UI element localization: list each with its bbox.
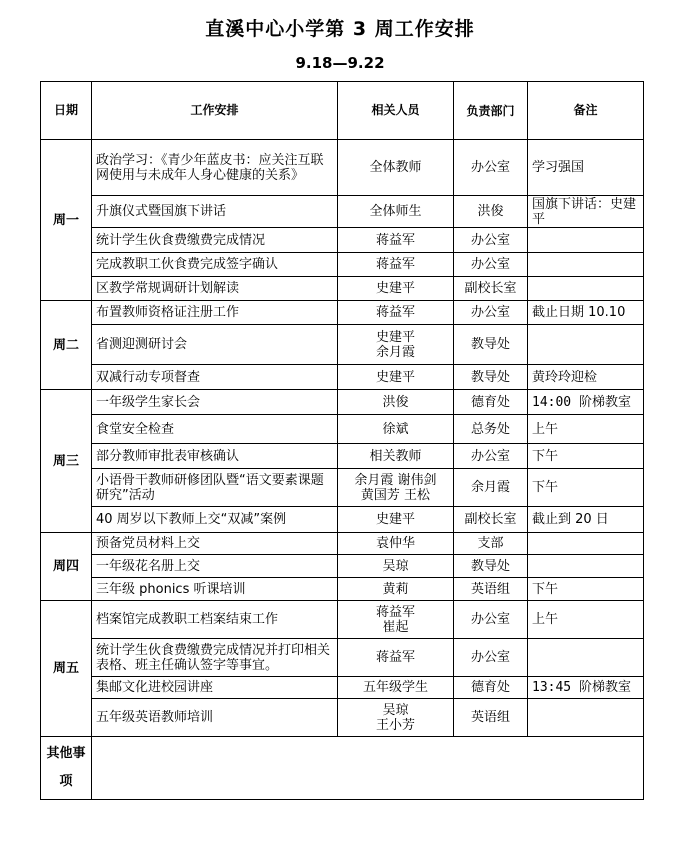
task-cell: 五年级英语教师培训 bbox=[92, 699, 338, 737]
task-cell: 部分教师审批表审核确认 bbox=[92, 444, 338, 469]
people-cell: 吴琼 bbox=[338, 555, 454, 578]
task-cell: 区教学常规调研计划解读 bbox=[92, 277, 338, 301]
table-row bbox=[41, 301, 644, 325]
dept-cell: 副校长室 bbox=[454, 277, 528, 301]
table-row bbox=[41, 365, 644, 390]
dept-cell: 办公室 bbox=[454, 444, 528, 469]
day-label: 周五 bbox=[41, 601, 92, 737]
header-people: 相关人员 bbox=[338, 82, 454, 140]
people-cell: 蒋益军 bbox=[338, 639, 454, 677]
note-cell: 上午 bbox=[528, 415, 644, 444]
table-row bbox=[41, 277, 644, 301]
header-note: 备注 bbox=[528, 82, 644, 140]
note-cell bbox=[528, 699, 644, 737]
task-cell: 集邮文化进校园讲座 bbox=[92, 677, 338, 699]
people-cell: 全体教师 bbox=[338, 140, 454, 196]
table-row bbox=[41, 578, 644, 601]
dept-cell: 办公室 bbox=[454, 253, 528, 277]
table-row bbox=[41, 677, 644, 699]
dept-cell: 德育处 bbox=[454, 677, 528, 699]
table-row bbox=[41, 228, 644, 253]
people-cell: 相关教师 bbox=[338, 444, 454, 469]
header-row bbox=[41, 82, 644, 140]
note-cell bbox=[528, 533, 644, 555]
note-cell: 上午 bbox=[528, 601, 644, 639]
note-cell: 下午 bbox=[528, 444, 644, 469]
schedule-table bbox=[40, 81, 644, 800]
note-cell bbox=[528, 253, 644, 277]
note-cell: 13:45 阶梯教室 bbox=[528, 677, 644, 699]
people-cell: 洪俊 bbox=[338, 390, 454, 415]
dept-cell: 英语组 bbox=[454, 578, 528, 601]
table-row bbox=[41, 601, 644, 639]
people-cell: 五年级学生 bbox=[338, 677, 454, 699]
table-row bbox=[41, 469, 644, 507]
dept-cell: 办公室 bbox=[454, 639, 528, 677]
dept-cell: 教导处 bbox=[454, 325, 528, 365]
people-cell: 徐斌 bbox=[338, 415, 454, 444]
people-cell: 蒋益军 bbox=[338, 301, 454, 325]
note-cell: 下午 bbox=[528, 578, 644, 601]
people-cell: 吴琼 王小芳 bbox=[338, 699, 454, 737]
header-dept: 负责部门 bbox=[454, 82, 528, 140]
note-cell bbox=[528, 639, 644, 677]
schedule-body bbox=[41, 140, 644, 800]
note-cell: 学习强国 bbox=[528, 140, 644, 196]
dept-cell: 办公室 bbox=[454, 228, 528, 253]
note-cell: 截止日期 10.10 bbox=[528, 301, 644, 325]
note-cell: 14:00 阶梯教室 bbox=[528, 390, 644, 415]
table-row bbox=[41, 699, 644, 737]
task-cell: 布置教师资格证注册工作 bbox=[92, 301, 338, 325]
dept-cell: 德育处 bbox=[454, 390, 528, 415]
dept-cell: 英语组 bbox=[454, 699, 528, 737]
header-task: 工作安排 bbox=[92, 82, 338, 140]
day-label: 周二 bbox=[41, 301, 92, 390]
people-cell: 全体师生 bbox=[338, 196, 454, 228]
table-row bbox=[41, 253, 644, 277]
other-content bbox=[92, 737, 644, 800]
people-cell: 蒋益军 bbox=[338, 228, 454, 253]
task-cell: 一年级学生家长会 bbox=[92, 390, 338, 415]
task-cell: 统计学生伙食费缴费完成情况 bbox=[92, 228, 338, 253]
table-row bbox=[41, 196, 644, 228]
note-cell bbox=[528, 555, 644, 578]
people-cell: 袁仲华 bbox=[338, 533, 454, 555]
task-cell: 预备党员材料上交 bbox=[92, 533, 338, 555]
task-cell: 三年级 phonics 听课培训 bbox=[92, 578, 338, 601]
people-cell: 蒋益军 bbox=[338, 253, 454, 277]
task-cell: 政治学习：《青少年蓝皮书：应关注互联网使用与未成年人身心健康的关系》 bbox=[92, 140, 338, 196]
table-row bbox=[41, 533, 644, 555]
header-day: 日期 bbox=[41, 82, 92, 140]
table-row bbox=[41, 444, 644, 469]
table-row bbox=[41, 140, 644, 196]
task-cell: 完成教职工伙食费完成签字确认 bbox=[92, 253, 338, 277]
other-label: 其他事项 bbox=[41, 737, 92, 800]
people-cell: 史建平 bbox=[338, 277, 454, 301]
note-cell: 国旗下讲话：史建平 bbox=[528, 196, 644, 228]
note-cell bbox=[528, 228, 644, 253]
table-row bbox=[41, 390, 644, 415]
task-cell: 小语骨干教师研修团队暨“语文要素课题研究”活动 bbox=[92, 469, 338, 507]
other-row bbox=[41, 737, 644, 800]
dept-cell: 教导处 bbox=[454, 365, 528, 390]
task-cell: 一年级花名册上交 bbox=[92, 555, 338, 578]
note-cell bbox=[528, 325, 644, 365]
note-cell: 黄玲玲迎检 bbox=[528, 365, 644, 390]
note-cell: 下午 bbox=[528, 469, 644, 507]
task-cell: 双减行动专项督查 bbox=[92, 365, 338, 390]
table-row bbox=[41, 555, 644, 578]
dept-cell: 副校长室 bbox=[454, 507, 528, 533]
day-label: 周一 bbox=[41, 140, 92, 301]
task-cell: 统计学生伙食费缴费完成情况并打印相关表格、班主任确认签字等事宜。 bbox=[92, 639, 338, 677]
task-cell: 档案馆完成教职工档案结束工作 bbox=[92, 601, 338, 639]
document-title: 直溪中心小学第 3 周工作安排 bbox=[205, 18, 475, 40]
people-cell: 余月霞 谢伟剑 黄国芳 王松 bbox=[338, 469, 454, 507]
people-cell: 蒋益军 崔起 bbox=[338, 601, 454, 639]
note-cell bbox=[528, 277, 644, 301]
table-row bbox=[41, 325, 644, 365]
people-cell: 史建平 bbox=[338, 507, 454, 533]
dept-cell: 支部 bbox=[454, 533, 528, 555]
date-range: 9.18—9.22 bbox=[295, 54, 385, 72]
table-row bbox=[41, 507, 644, 533]
task-cell: 升旗仪式暨国旗下讲话 bbox=[92, 196, 338, 228]
dept-cell: 办公室 bbox=[454, 601, 528, 639]
table-row bbox=[41, 415, 644, 444]
day-label: 周四 bbox=[41, 533, 92, 601]
people-cell: 黄莉 bbox=[338, 578, 454, 601]
task-cell: 省测迎测研讨会 bbox=[92, 325, 338, 365]
dept-cell: 办公室 bbox=[454, 140, 528, 196]
people-cell: 史建平 余月霞 bbox=[338, 325, 454, 365]
dept-cell: 余月霞 bbox=[454, 469, 528, 507]
dept-cell: 洪俊 bbox=[454, 196, 528, 228]
people-cell: 史建平 bbox=[338, 365, 454, 390]
task-cell: 40 周岁以下教师上交“双减”案例 bbox=[92, 507, 338, 533]
day-label: 周三 bbox=[41, 390, 92, 533]
task-cell: 食堂安全检查 bbox=[92, 415, 338, 444]
dept-cell: 总务处 bbox=[454, 415, 528, 444]
dept-cell: 教导处 bbox=[454, 555, 528, 578]
dept-cell: 办公室 bbox=[454, 301, 528, 325]
table-row bbox=[41, 639, 644, 677]
note-cell: 截止到 20 日 bbox=[528, 507, 644, 533]
